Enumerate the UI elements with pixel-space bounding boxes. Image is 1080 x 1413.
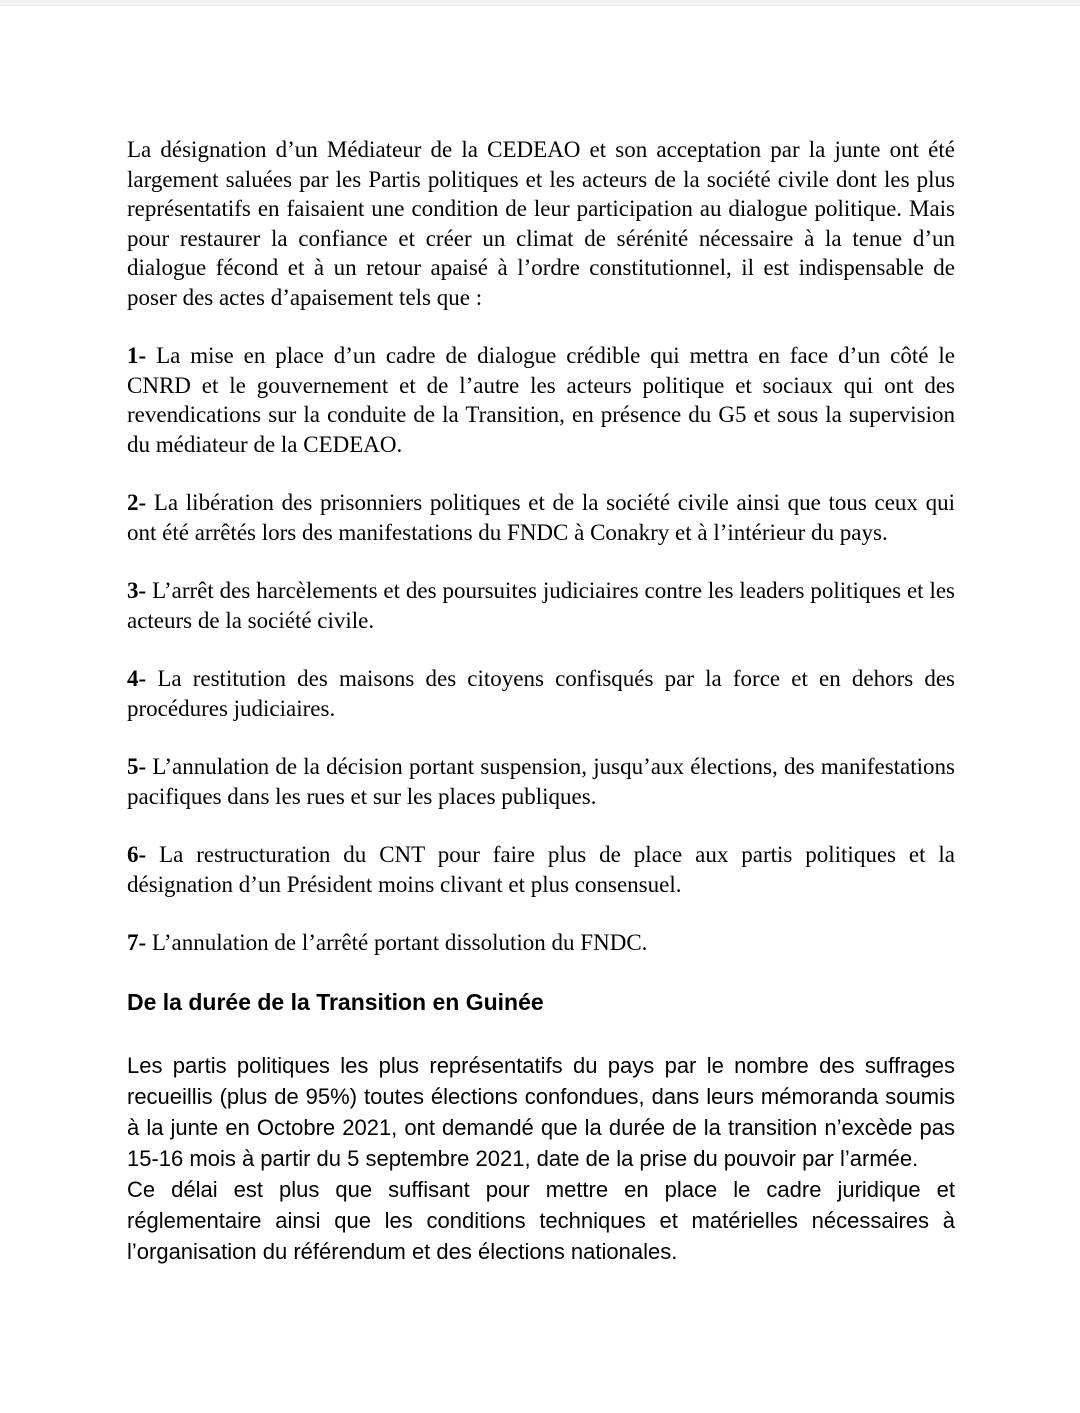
transition-paragraph-2: Ce délai est plus que suffisant pour mettre en place le cadre juridique et réglementaire ainsi que les conditions techniques et matérielles nécessaires à l’organisation du référendum et des élections nationales. <box>127 1176 955 1264</box>
list-item-1-text: La mise en place d’un cadre de dialogue crédible qui mettra en face d’un côté le CNRD et le gouvernement et de l’autre les acteurs politique et sociaux qui ont des revendications sur la conduite de la Transition, en présence du G5 et sous la supervision du médiateur de la CEDEAO. <box>127 343 956 457</box>
intro-paragraph: La désignation d’un Médiateur de la CEDEAO et son acceptation par la junte ont été largement saluées par les Partis politiques et les acteurs de la société civile dont les plus représentatifs en faisaient une condition de leur participation au dialogue politique. Mais pour restaurer la confiance et créer un climat de sérénité nécessaire à la tenue d’un dialogue fécond et à un retour apaisé à l’ordre constitutionnel, il est indispensable de poser des actes d’apaisement tels que : <box>127 137 955 310</box>
list-item-4-number: 4- <box>127 666 147 691</box>
list-item-1-number: 1- <box>127 343 147 368</box>
section-heading: De la durée de la Transition en Guinée <box>127 988 544 1015</box>
list-item-3 <box>127 576 955 635</box>
list-item-5-number: 5- <box>127 754 147 779</box>
list-item-5-text: L’annulation de la décision portant suspension, jusqu’aux élections, des manifestations pacifiques dans les rues et sur les places publiques. <box>127 754 955 809</box>
list-item-6-number: 6- <box>127 842 147 867</box>
transition-paragraph-1: Les partis politiques les plus représentatifs du pays par le nombre des suffrages recueillis (plus de 95%) toutes élections confondues, dans leurs mémoranda soumis à la junte en Octobre 2021, ont demandé que la durée de la transition n’excède pas 15-16 mois à partir du 5 septembre 2021, date de la prise du pouvoir par l’armée. <box>127 1052 955 1171</box>
list-item-2-number: 2- <box>127 490 147 515</box>
page-top-edge <box>0 0 1080 6</box>
list-item-6 <box>127 840 955 899</box>
list-item-6-text: La restructuration du CNT pour faire plus de place aux partis politiques et la désignation d’un Président moins clivant et plus consensuel. <box>127 842 956 897</box>
document-content <box>127 135 955 1267</box>
list-item-7 <box>127 928 955 958</box>
list-item-7-text: L’annulation de l’arrêté portant dissolution du FNDC. <box>151 930 648 955</box>
list-item-7-number: 7- <box>127 930 147 955</box>
list-item-4-text: La restitution des maisons des citoyens confisqués par la force et en dehors des procédures judiciaires. <box>127 666 955 721</box>
list-item-2 <box>127 488 955 547</box>
list-item-1 <box>127 341 955 459</box>
list-item-5 <box>127 752 955 811</box>
list-item-2-text: La libération des prisonniers politiques et de la société civile ainsi que tous ceux qui ont été arrêtés lors des manifestations du FNDC à Conakry et à l’intérieur du pays. <box>127 490 955 545</box>
list-item-4 <box>127 664 955 723</box>
list-item-3-text: L’arrêt des harcèlements et des poursuites judiciaires contre les leaders politiques et les acteurs de la société civile. <box>127 578 955 633</box>
list-item-3-number: 3- <box>127 578 147 603</box>
